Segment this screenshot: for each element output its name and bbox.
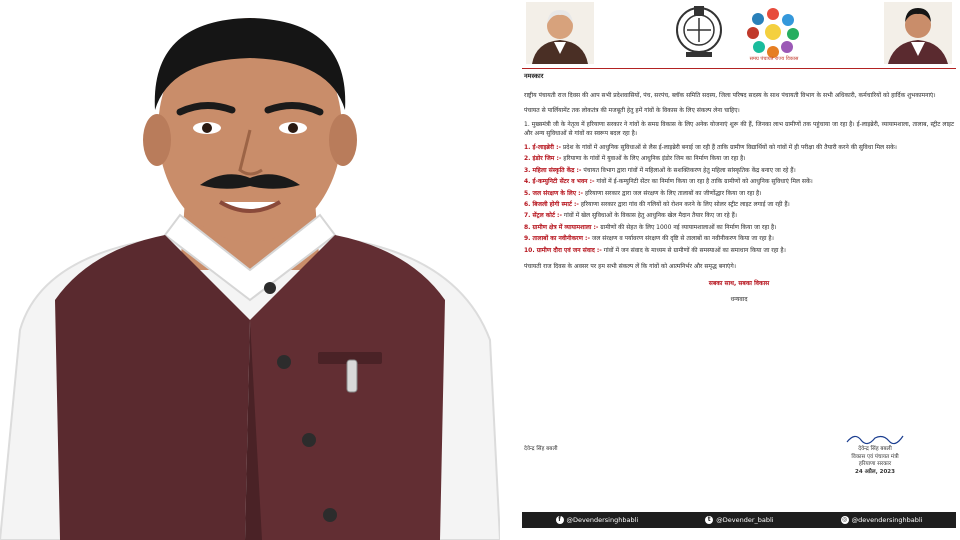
signature-block [800,432,950,476]
signatory-government: हरियाणा सरकार [858,461,892,467]
signature-icon [845,432,905,446]
header-divider [522,68,956,69]
scheme-item-label: 7. सेंट्रल कोर्ट :- [524,212,562,220]
footer-instagram[interactable] [841,516,923,524]
scheme-item [524,224,954,232]
footer-twitter[interactable] [705,516,773,524]
scheme-item-label: 2. इंडोर जिम :- [524,155,562,163]
letter-body [524,72,954,304]
scheme-item-text: ग्रामीणों की सेहत के लिए 1000 नई व्यायामशालाओं का निर्माण किया जा रहा है। [600,223,777,231]
chief-minister-photo [526,2,594,64]
letterhead [522,0,956,68]
scheme-item [524,212,954,220]
sender-name-left: देवेन्द्र सिंह बबली [524,446,558,452]
scheme-item-label: 6. बिजली होगी स्मार्ट :- [524,201,579,209]
scheme-item-text: हरियाणा सरकार द्वारा गांव की गलियों को रोशन करने के लिए सोलर स्ट्रीट लाइट लगाई जा रही हैं। [580,201,790,209]
intro-paragraph-3: 1. मुख्यमंत्री जी के नेतृत्व में हरियाणा सरकार ने गांवों के समग्र विकास के लिए अनेक योजनाएं शुरू की हैं, जिनका लाभ ग्रामीणों तक पहुंचाया जा रहा है। ई-लाइब्रेरी, व्यायामशाला, तालाब, स्ट्रीट लाइट और अन्य सुविधाओं से गांवों का स्वरूप बदल रहा है। [524,121,954,137]
scheme-item-label: 10. ग्रामीण दौरा एवं जन संवाद :- [524,246,602,254]
person-photo-icon [526,2,594,64]
greeting: नमस्कार [524,72,544,80]
facebook-handle: @Devendersinghbabli [566,516,639,524]
twitter-handle: @Devender_babli [716,516,774,524]
haryana-emblem-icon [672,2,726,62]
twitter-icon: t [705,516,713,524]
scheme-item-text: गांवों में ई-कम्युनिटी सेंटर का निर्माण किया जा रहा है ताकि ग्रामीणों को आधुनिक सुविधाएं मिल सकें। [596,178,813,186]
instagram-icon: ◎ [842,516,848,523]
intro-paragraph-1: राष्ट्रीय पंचायती राज दिवस की आप सभी प्रदेशवासियों, पंच, सरपंच, ब्लॉक समिति सदस्य, जिला परिषद सदस्य के साथ पंचायती विभाग के सभी अधिकारी, कर्मचारियों को हार्दिक शुभकामनाएं। [524,92,936,100]
scheme-item-label: 1. ई-लाइब्रेरी :- [524,144,561,152]
scheme-item [524,178,954,186]
signatory-designation: विकास एवं पंचायत मंत्री [851,453,899,460]
scheme-item-label: 9. तालाबों का नवीनीकरण :- [524,235,590,243]
person-photo-icon [884,2,952,64]
scheme-item-text: पंचायत विभाग द्वारा गांवों में महिलाओं के सशक्तिकरण हेतु महिला सांस्कृतिक केंद्र बनाए जा रहे हैं। [583,166,796,174]
social-footer [522,512,956,528]
scheme-item-label: 5. जल संरक्षण के लिए :- [524,189,584,197]
facebook-icon: f [556,516,564,524]
closing-line [524,280,954,288]
instagram-handle: @devendersinghbabli [851,516,923,524]
scheme-item-text: हरियाणा के गांवों में युवाओं के लिए आधुनिक इंडोर जिम का निर्माण किया जा रहा है। [563,155,746,163]
scheme-item-text: हरियाणा सरकार द्वारा जल संरक्षण के लिए तालाबों का जीर्णोद्धार किया जा रहा है। [584,189,762,197]
scheme-item [524,201,954,209]
scheme-item-label: 3. महिला संस्कृति केंद्र :- [524,166,582,174]
scheme-item-text: प्रदेश के गांवों में आधुनिक सुविधाओं से लैस ई-लाइब्रेरी बनाई जा रही हैं ताकि ग्रामीण विद्यार्थियों को गांवों में ही परीक्षा की तैयारी करने की सुविधा मिल सके। [562,144,897,152]
signatory-name: देवेन्द्र सिंह बबली [858,446,892,452]
letter-document [500,0,960,540]
scheme-item-label: 4. ई-कम्युनिटी सेंटर व भवन :- [524,178,595,186]
logo-caption: समग्र पंचायत राज्य विकास [749,56,799,62]
outro-paragraph: पंचायती राज दिवस के अवसर पर हम सभी संकल्प लें कि गांवों को आत्मनिर्भर और समृद्ध बनाएंगे। [524,263,736,271]
scheme-item-text: जल संरक्षण व पर्यावरण संरक्षण की दृष्टि से तालाबों का नवीनीकरण किया जा रहा है। [591,235,774,243]
scheme-list [524,144,954,255]
closing-regards: धन्यवाद [730,295,748,303]
scheme-item [524,235,954,243]
intro-paragraph-2: पंचायत से पार्लियामेंट तक लोकतंत्र की मजबूती हेतु हमें गांवों के विकास के लिए संकल्प लेना चाहिए। [524,106,740,114]
letter-date: 24 अप्रैल, 2023 [855,468,895,475]
closing-highlight: सबका साथ, सबका विकास [708,279,770,287]
scheme-item-text: गांवों में खेल सुविधाओं के विकास हेतु आधुनिक खेल मैदान तैयार किए जा रहे हैं। [563,212,738,220]
scheme-item [524,167,954,175]
scheme-item-text: गांवों में जन संवाद के माध्यम से ग्रामीणों की समस्याओं का समाधान किया जा रहा है। [603,246,786,254]
footer-facebook[interactable] [556,516,639,524]
scheme-item [524,155,954,163]
scheme-item [524,247,954,255]
scheme-item [524,144,954,152]
scheme-item-label: 8. ग्रामीण क्षेत्र में व्यायामशाला :- [524,223,599,231]
scheme-item [524,190,954,198]
minister-photo [884,2,952,64]
